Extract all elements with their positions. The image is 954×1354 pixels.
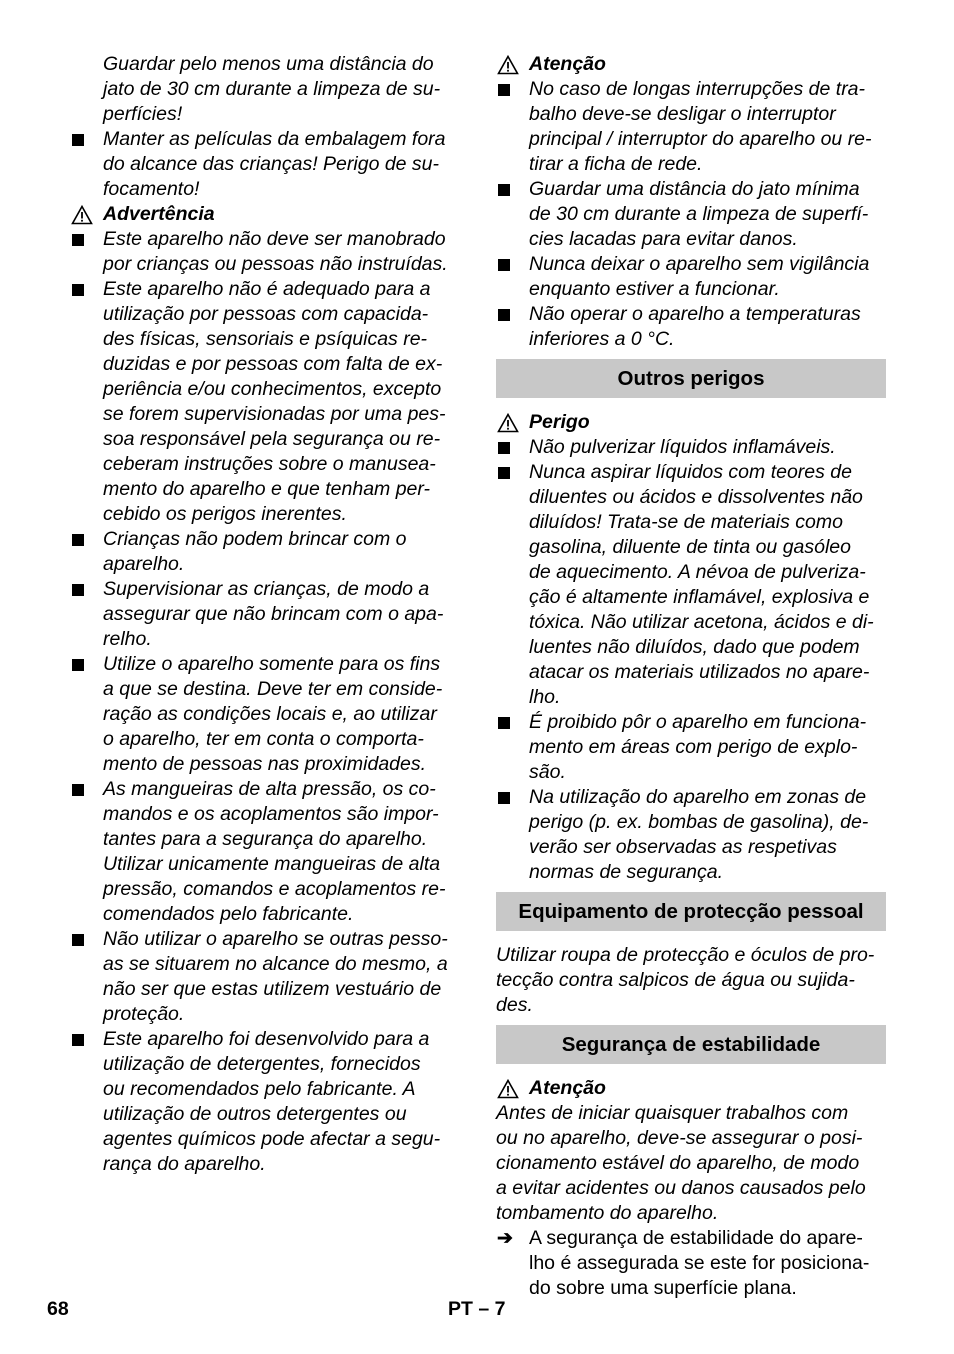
text-line: diluídos! Trata-se de materiais como (529, 511, 843, 533)
text-line: mento do aparelho e que tenham per- (103, 478, 431, 500)
arrow-right-icon: ➔ (497, 1228, 513, 1249)
text-line: Este aparelho não deve ser manobrado (103, 228, 446, 250)
list-item (70, 652, 460, 777)
page-number: 68 (47, 1298, 69, 1320)
text-line: Na utilização do aparelho em zonas de (529, 786, 867, 808)
bullet-list-attention (496, 77, 886, 352)
bullet-list-warnings (70, 227, 460, 1177)
text-line: Não operar o aparelho a temperaturas (529, 303, 861, 325)
arrow-item-text (529, 1226, 886, 1301)
text-line: tirar a ficha de rede. (529, 153, 703, 175)
text-line: diluentes ou ácidos e dissolventes não (529, 486, 863, 508)
section-heading-other-dangers: Outros perigos (496, 359, 886, 398)
text-line: mandos e os acoplamentos são impor- (103, 803, 439, 825)
text-line: É proibido pôr o aparelho em funciona- (529, 711, 867, 733)
text-line: cionamento estável do aparelho, de modo (496, 1152, 860, 1174)
text-line: Supervisionar as crianças, de modo a (103, 578, 430, 600)
list-item (70, 127, 460, 202)
text-line: Não pulverizar líquidos inflamáveis. (529, 436, 836, 458)
stability-paragraph (496, 1101, 886, 1226)
square-bullet-icon (498, 309, 510, 321)
text-line: ou no aparelho, deve-se assegurar o posi- (496, 1127, 863, 1149)
text-line: inferiores a 0 °C. (529, 328, 675, 350)
warning-triangle-icon (497, 55, 519, 75)
square-bullet-icon (72, 534, 84, 546)
text-line: ou recomendados pelo fabricante. A (103, 1078, 416, 1100)
text-line: proteção. (103, 1003, 185, 1025)
text-line: luentes não diluídos, dado que podem (529, 636, 860, 658)
text-line: normas de segurança. (529, 861, 724, 883)
warning-heading (70, 202, 460, 227)
text-line: do sobre uma superfície plana. (529, 1277, 797, 1299)
bullet-list-top (70, 127, 460, 202)
list-item (70, 527, 460, 577)
text-line: são. (529, 761, 566, 783)
left-column (70, 52, 460, 1177)
square-bullet-icon (498, 467, 510, 479)
text-line: lho. (529, 686, 561, 708)
bullet-list-dangers (496, 435, 886, 885)
page-code: PT – 7 (448, 1298, 506, 1320)
text-line: pressão, comandos e acoplamentos re- (103, 878, 446, 900)
square-bullet-icon (498, 792, 510, 804)
square-bullet-icon (72, 284, 84, 296)
text-line: utilização por pessoas com capacida- (103, 303, 429, 325)
text-line: principal / interruptor do aparelho ou re- (529, 128, 872, 150)
text-line: de aquecimento. A névoa de pulveriza- (529, 561, 866, 583)
text-line: do alcance das crianças! Perigo de su- (103, 153, 440, 175)
text-line: comendados pelo fabricante. (103, 903, 354, 925)
list-item (496, 177, 886, 252)
text-line: se forem supervisionadas por uma pes- (103, 403, 446, 425)
square-bullet-icon (72, 234, 84, 246)
warning-triangle-icon (497, 413, 519, 433)
text-line: ção é altamente inflamável, explosiva e (529, 586, 870, 608)
square-bullet-icon (72, 659, 84, 671)
list-item (496, 435, 886, 460)
text-line: a evitar acidentes ou danos causados pelo (496, 1177, 866, 1199)
text-line: agentes químicos pode afectar a segu- (103, 1128, 441, 1150)
list-item (496, 252, 886, 302)
list-item (70, 227, 460, 277)
text-line: Guardar uma distância do jato mínima (529, 178, 860, 200)
list-item (70, 777, 460, 927)
list-item (496, 710, 886, 785)
text-line: rança do aparelho. (103, 1153, 266, 1175)
square-bullet-icon (498, 442, 510, 454)
section-heading-stability: Segurança de estabilidade (496, 1025, 886, 1064)
arrow-item (496, 1226, 886, 1301)
warning-triangle-icon (71, 205, 93, 225)
text-line: perfícies! (103, 103, 183, 125)
list-item (496, 77, 886, 177)
text-line: assegurar que não brincam com o apa- (103, 603, 444, 625)
square-bullet-icon (498, 717, 510, 729)
text-line: gasolina, diluente de tinta ou gasóleo (529, 536, 851, 558)
text-line: perigo (p. ex. bombas de gasolina), de- (529, 811, 869, 833)
warning-label: Advertência (103, 203, 215, 225)
section-heading-ppe: Equipamento de protecção pessoal (496, 892, 886, 931)
square-bullet-icon (72, 134, 84, 146)
list-item (496, 460, 886, 710)
text-line: Utilize o aparelho somente para os fins (103, 653, 441, 675)
square-bullet-icon (72, 934, 84, 946)
text-line: tóxica. Não utilizar acetona, ácidos e di- (529, 611, 874, 633)
text-line: focamento! (103, 178, 200, 200)
text-line: de 30 cm durante a limpeza de superfí- (529, 203, 869, 225)
text-line: mento em áreas com perigo de explo- (529, 736, 858, 758)
text-line: utilização de outros detergentes ou (103, 1103, 407, 1125)
text-line: Nunca aspirar líquidos com teores de (529, 461, 852, 483)
list-item (70, 927, 460, 1027)
warning-triangle-icon (497, 1079, 519, 1099)
text-line: mento de pessoas nas proximidades. (103, 753, 427, 775)
attention-label-2: Atenção (529, 1077, 606, 1099)
text-line: Guardar pelo menos uma distância do (103, 53, 434, 75)
text-line: cies lacadas para evitar danos. (529, 228, 798, 250)
text-line: No caso de longas interrupções de tra- (529, 78, 866, 100)
list-item (70, 577, 460, 652)
danger-label: Perigo (529, 411, 590, 433)
text-line: Utilizar unicamente mangueiras de alta (103, 853, 441, 875)
continuation-text (70, 52, 460, 127)
text-line: periência e/ou conhecimentos, excepto (103, 378, 442, 400)
text-line: Nunca deixar o aparelho sem vigilância (529, 253, 870, 275)
text-line: des. (496, 994, 533, 1016)
list-item (70, 277, 460, 527)
text-line: balho deve-se desligar o interruptor (529, 103, 836, 125)
square-bullet-icon (498, 259, 510, 271)
text-line: tecção contra salpicos de água ou sujida- (496, 969, 855, 991)
text-line: a que se destina. Deve ter em conside- (103, 678, 443, 700)
danger-heading (496, 410, 886, 435)
list-item (496, 302, 886, 352)
list-item (496, 785, 886, 885)
text-line: não ser que estas utilizem vestuário de (103, 978, 442, 1000)
square-bullet-icon (498, 184, 510, 196)
text-line: Este aparelho não é adequado para a (103, 278, 431, 300)
text-line: ceberam instruções sobre o manusea- (103, 453, 436, 475)
text-line: duzidas e por pessoas com falta de ex- (103, 353, 443, 375)
text-line: des físicas, sensoriais e psíquicas re- (103, 328, 428, 350)
text-line: por crianças ou pessoas não instruídas. (103, 253, 448, 275)
text-line: aparelho. (103, 553, 185, 575)
text-line: Manter as películas da embalagem fora (103, 128, 446, 150)
text-line: As mangueiras de alta pressão, os co- (103, 778, 436, 800)
text-line: atacar os materiais utilizados no apare- (529, 661, 870, 683)
attention-label: Atenção (529, 53, 606, 75)
text-line: o aparelho, ter em conta o comporta- (103, 728, 424, 750)
attention-heading (496, 52, 886, 77)
text-line: verão ser observadas as respetivas (529, 836, 837, 858)
square-bullet-icon (72, 784, 84, 796)
text-line: Utilizar roupa de protecção e óculos de pro- (496, 944, 875, 966)
text-line: ração as condições locais e, ao utilizar (103, 703, 437, 725)
text-line: A segurança de estabilidade do apare- (529, 1227, 863, 1249)
text-line: jato de 30 cm durante a limpeza de su- (103, 78, 441, 100)
square-bullet-icon (72, 584, 84, 596)
text-line: enquanto estiver a funcionar. (529, 278, 780, 300)
square-bullet-icon (72, 1034, 84, 1046)
text-line: Antes de iniciar quaisquer trabalhos com (496, 1102, 849, 1124)
text-line: Este aparelho foi desenvolvido para a (103, 1028, 430, 1050)
text-line: tombamento do aparelho. (496, 1202, 719, 1224)
list-item (70, 1027, 460, 1177)
ppe-paragraph (496, 943, 886, 1018)
text-line: utilização de detergentes, fornecidos (103, 1053, 421, 1075)
text-line: as se situarem no alcance do mesmo, a (103, 953, 448, 975)
text-line: Não utilizar o aparelho se outras pesso- (103, 928, 448, 950)
attention-heading-2 (496, 1076, 886, 1101)
text-line: relho. (103, 628, 152, 650)
text-line: lho é assegurada se este for posiciona- (529, 1252, 870, 1274)
square-bullet-icon (498, 84, 510, 96)
text-line: tantes para a segurança do aparelho. (103, 828, 428, 850)
text-line: cebido os perigos inerentes. (103, 503, 347, 525)
right-column (496, 52, 886, 1301)
text-line: soa responsável pela segurança ou re- (103, 428, 441, 450)
text-line: Crianças não podem brincar com o (103, 528, 407, 550)
